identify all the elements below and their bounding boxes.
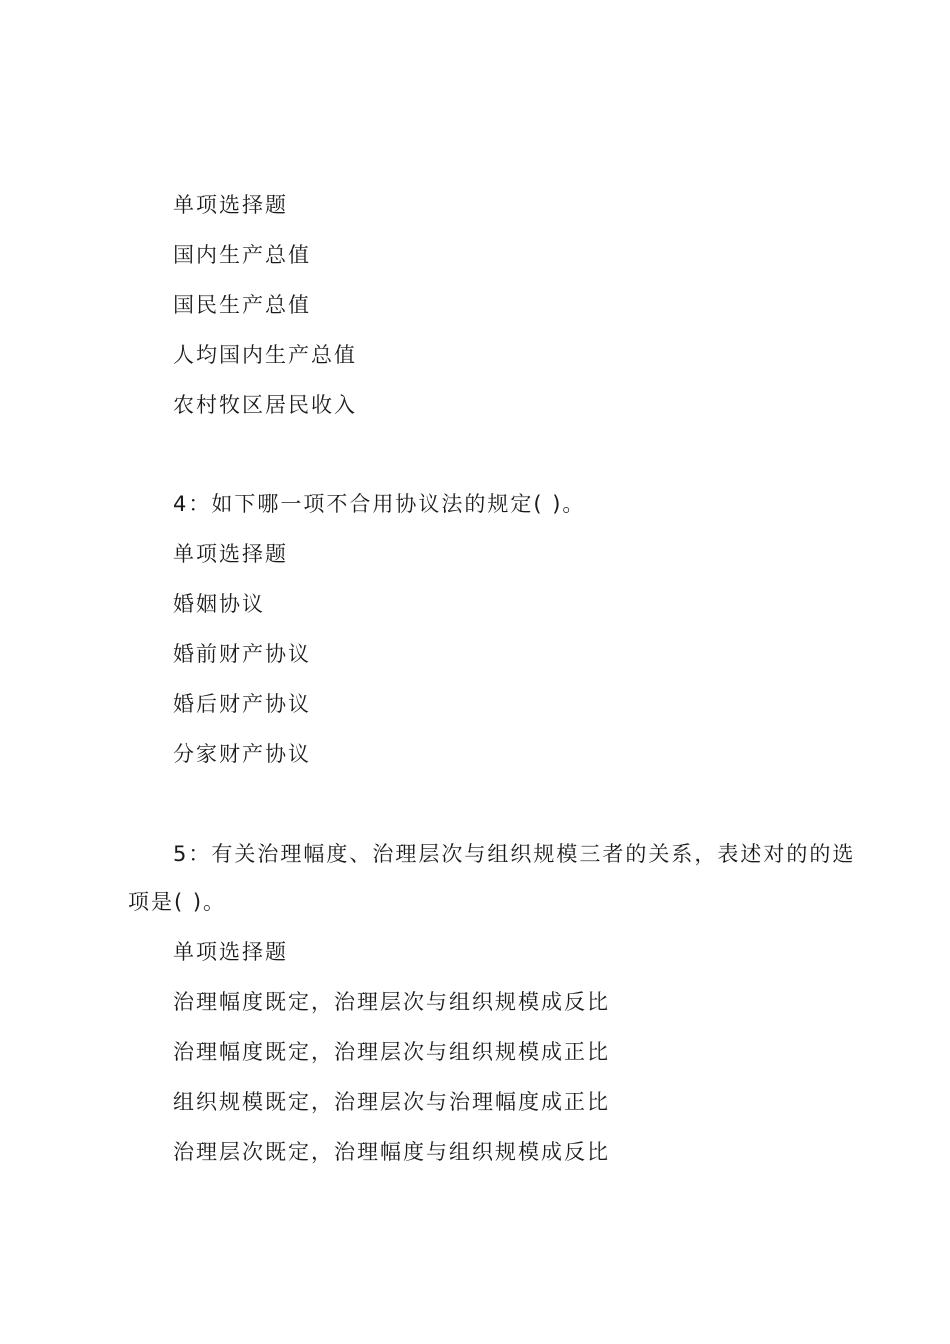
question-5-text-line1: 5：有关治理幅度、治理层次与组织规模三者的关系，表述对的的选 bbox=[173, 842, 856, 866]
option-b: 国民生产总值 bbox=[173, 293, 311, 317]
option-b: 治理幅度既定，治理层次与组织规模成正比 bbox=[173, 1040, 610, 1064]
question-4-text: 4：如下哪一项不合用协议法的规定( )。 bbox=[173, 492, 586, 516]
option-c: 人均国内生产总值 bbox=[173, 343, 357, 367]
question-type-label: 单项选择题 bbox=[173, 542, 288, 566]
option-c: 组织规模既定，治理层次与治理幅度成正比 bbox=[173, 1090, 610, 1114]
option-b: 婚前财产协议 bbox=[173, 642, 311, 666]
option-d: 农村牧区居民收入 bbox=[173, 393, 357, 417]
question-type-label: 单项选择题 bbox=[173, 940, 288, 964]
option-a: 治理幅度既定，治理层次与组织规模成反比 bbox=[173, 990, 610, 1014]
option-a: 国内生产总值 bbox=[173, 243, 311, 267]
option-d: 治理层次既定，治理幅度与组织规模成反比 bbox=[173, 1140, 610, 1164]
option-c: 婚后财产协议 bbox=[173, 692, 311, 716]
option-a: 婚姻协议 bbox=[173, 592, 265, 616]
question-type-label: 单项选择题 bbox=[173, 193, 288, 217]
option-d: 分家财产协议 bbox=[173, 742, 311, 766]
question-5-text-line2: 项是( )。 bbox=[128, 890, 227, 914]
